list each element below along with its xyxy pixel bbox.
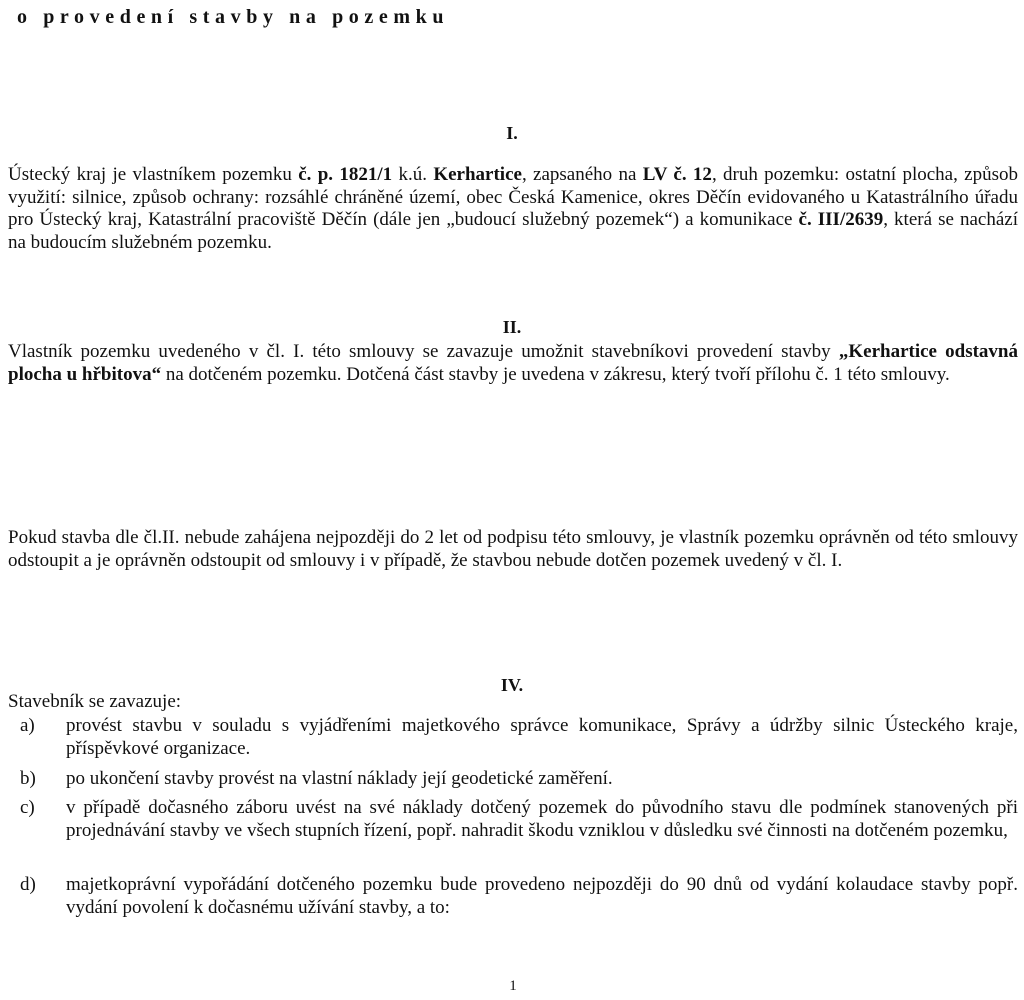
section-heading-2: II. [502, 317, 522, 337]
section-1-text-c: k.ú. [392, 164, 434, 185]
list-item-marker: d) [20, 874, 36, 895]
section-heading-4: IV. [500, 675, 524, 695]
section-4-intro: Stavebník se zavazuje: [8, 691, 182, 712]
section-heading-1: I. [506, 123, 518, 143]
section-1-parcel-number: č. p. 1821/1 [298, 164, 393, 185]
section-1-text-a: Ústecký kraj je vlastníkem pozemku [8, 164, 299, 185]
list-item-text: po ukončení stavby provést na vlastní náklady její geodetické zaměření. [66, 768, 613, 789]
section-1-text-e: , zapsaného na [521, 164, 643, 185]
list-item-text: v případě dočasného záboru uvést na své náklady dotčený pozemek do původního stavu dle podmínek stanovených při projednávání stavby ve všech stupních řízení, popř. nahradit škodu vzniklou v důsledku své činnosti na dotčeném pozemku, [66, 797, 1018, 841]
section-1-text-i: , která se nachází na budoucím služebném pozemku. [8, 209, 1018, 253]
section-1-road-number: č. III/2639 [798, 209, 884, 230]
page-number: 1 [509, 978, 517, 994]
section-2-text-a: Vlastník pozemku uvedeného v čl. I. této smlouvy se zavazuje umožnit stavebníkovi provedení stavby [8, 341, 839, 362]
document-title: o provedení stavby na pozemku [17, 6, 450, 28]
list-item-marker: b) [20, 768, 36, 789]
section-2-paragraph [8, 341, 1018, 386]
section-3-paragraph: Pokud stavba dle čl.II. nebude zahájena nejpozději do 2 let od podpisu této smlouvy, je vlastník pozemku oprávněn od této smlouvy odstoupit a je oprávněn odstoupit od smlouvy i v případě, že stavbou nebude dotčen pozemek uvedený v čl. I. [8, 527, 1018, 571]
section-1-text-g: , druh pozemku: ostatní plocha, způsob využití: silnice, způsob ochrany: rozsáhlé chráněné území, obec Česká Kamenice, okres Děčín evidovaného u Katastrálního úřadu pro Ústecký kraj, Katastrální pracoviště Děčín (dále jen „budoucí služebný pozemek“) a komunikace [8, 164, 1018, 230]
list-item-marker: a) [20, 715, 35, 736]
section-1-paragraph [8, 164, 1018, 254]
section-1-lv-number: LV č. 12 [642, 164, 712, 185]
list-item-text: majetkoprávní vypořádání dotčeného pozemku bude provedeno nejpozději do 90 dnů od vydání kolaudace stavby popř. vydání povolení k dočasnému užívání stavby, a to: [66, 874, 1018, 918]
section-2-text-c: na dotčeném pozemku. Dotčená část stavby je uvedena v zákresu, který tvoří přílohu č. 1 této smlouvy. [161, 363, 950, 385]
section-1-cadastral-area: Kerhartice [433, 164, 522, 185]
section-2-construction-name: „Kerhartice odstavná plocha u hřbitova“ [8, 341, 1018, 385]
list-item-text: provést stavbu v souladu s vyjádřeními majetkového správce komunikace, Správy a údržby silnic Ústeckého kraje, příspěvkové organizace. [66, 715, 1018, 759]
list-item-marker: c) [20, 797, 35, 818]
